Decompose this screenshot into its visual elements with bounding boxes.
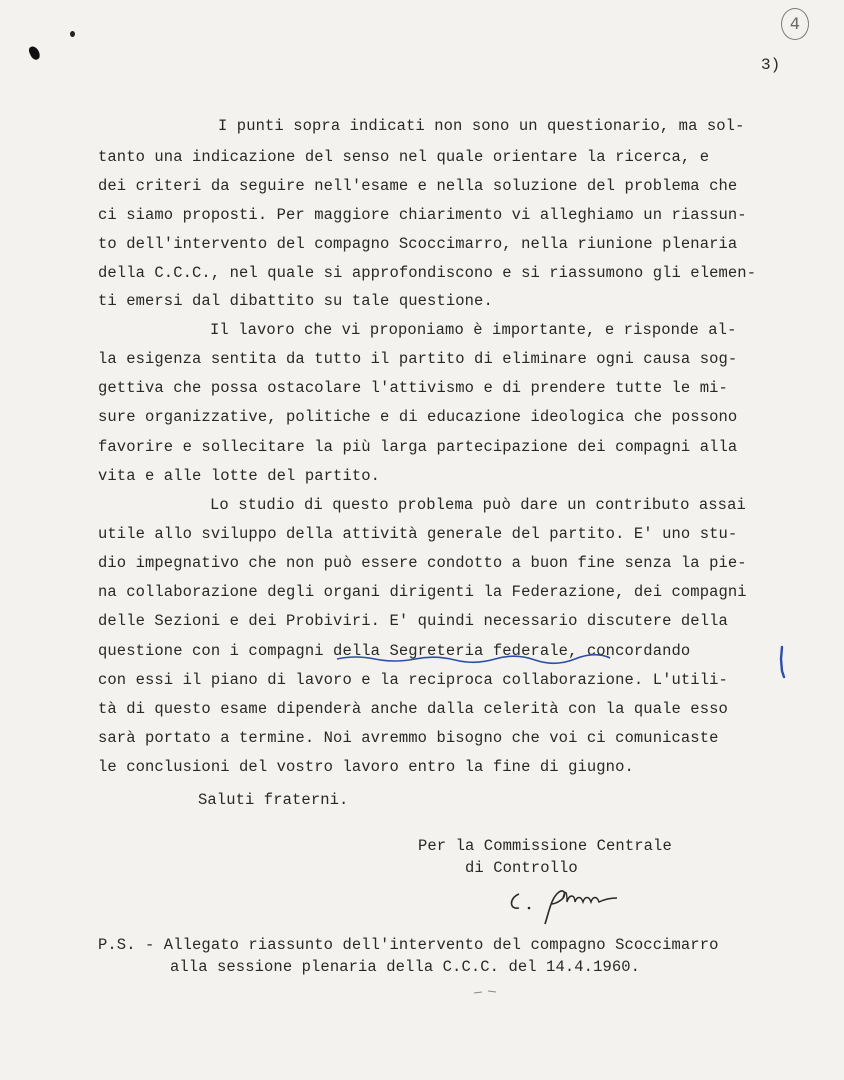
text-line: Il lavoro che vi proponiamo è importante, e risponde al- (210, 321, 737, 339)
text-line: questione con i compagni della Segreteria federale, concordando (98, 642, 691, 660)
text-line: to dell'intervento del compagno Scoccimarro, nella riunione plenaria (98, 235, 738, 253)
text-line: na collaborazione degli organi dirigenti la Federazione, dei compagni (98, 583, 747, 601)
text-line: tà di questo esame dipenderà anche dalla celerità con la quale esso (98, 700, 728, 718)
circled-page-mark: 4 (781, 8, 809, 40)
pen-underline (335, 650, 615, 666)
text-line: dio impegnativo che non può essere condotto a buon fine senza la pie- (98, 554, 747, 572)
text-line: le conclusioni del vostro lavoro entro la fine di giugno. (98, 758, 634, 776)
text-line: ti emersi dal dibattito su tale questione. (98, 292, 493, 310)
text-line: sarà portato a termine. Noi avremmo bisogno che voi ci comunicaste (98, 729, 719, 747)
text-line: la esigenza sentita da tutto il partito di eliminare ogni causa sog- (98, 350, 738, 368)
text-line: I punti sopra indicati non sono un questionario, ma sol- (218, 117, 745, 135)
text-line: dei criteri da seguire nell'esame e nella soluzione del problema che (98, 177, 738, 195)
text-line: con essi il piano di lavoro e la reciproca collaborazione. L'utili- (98, 671, 728, 689)
text-line: favorire e sollecitare la più larga partecipazione dei compagni alla (98, 438, 738, 456)
text-line: della C.C.C., nel quale si approfondiscono e si riassumono gli elemen- (98, 264, 757, 282)
text-line: utile allo sviluppo della attività generale del partito. E' uno stu- (98, 525, 738, 543)
signature-org-line1: Per la Commissione Centrale (418, 837, 672, 855)
text-line: ci siamo proposti. Per maggiore chiarimento vi alleghiamo un riassun- (98, 206, 747, 224)
handwritten-signature (505, 886, 625, 926)
stray-mark (472, 988, 502, 996)
text-line: tanto una indicazione del senso nel quale orientare la ricerca, e (98, 148, 710, 166)
text-line: delle Sezioni e dei Probiviri. E' quindi necessario discutere della (98, 612, 728, 630)
page-number: 3) (761, 56, 781, 74)
ink-dot-mark (70, 31, 75, 37)
postscript-line1: P.S. - Allegato riassunto dell'intervento del compagno Scoccimarro (98, 936, 719, 954)
text-line: sure organizzative, politiche e di educazione ideologica che possono (98, 408, 738, 426)
text-line: Lo studio di questo problema può dare un contributo assai (210, 496, 746, 514)
ink-blot-mark (27, 45, 41, 61)
text-line: vita e alle lotte del partito. (98, 467, 381, 485)
signature-org-line2: di Controllo (465, 859, 578, 877)
postscript-line2: alla sessione plenaria della C.C.C. del 14.4.1960. (170, 958, 641, 976)
margin-pen-mark (776, 645, 788, 681)
closing-salutation: Saluti fraterni. (198, 791, 349, 809)
text-line: gettiva che possa ostacolare l'attivismo e di prendere tutte le mi- (98, 379, 728, 397)
